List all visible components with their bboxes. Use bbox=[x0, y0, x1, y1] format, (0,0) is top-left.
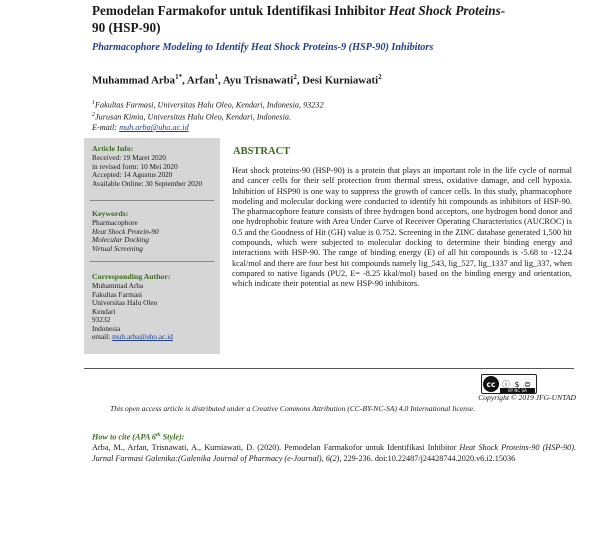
contact-email bbox=[92, 122, 572, 133]
keyword-item: Heat Shock Protein-90 bbox=[92, 226, 159, 236]
cc-icon: cc bbox=[483, 376, 499, 392]
citation-text bbox=[92, 443, 576, 464]
citation-title: Pemodelan Farmakofor untuk Identifikasi Inhibitor bbox=[284, 443, 460, 452]
affiliation-sup: 1 bbox=[92, 100, 95, 106]
email-label: E-mail: bbox=[92, 123, 120, 132]
corresponding-line: Muhammad Arba bbox=[92, 281, 144, 290]
available-date: Available Online: 30 September 2020 bbox=[92, 178, 203, 188]
title-line2: 90 (HSP-90) bbox=[92, 20, 161, 35]
citation-doi[interactable]: doi:10.22487/j24428744.2020.v6.i2.15036 bbox=[374, 453, 516, 463]
affiliation-text: Jurusan Kimia, Universitas Halu Oleo, Kendari, Indonesia. bbox=[95, 112, 292, 122]
revised-date: in revised form: 10 Mei 2020 bbox=[92, 161, 178, 171]
corresponding-line: Indonesia bbox=[92, 323, 121, 333]
footer-divider bbox=[84, 368, 574, 369]
author-sup: 1 bbox=[214, 73, 218, 81]
email-link[interactable]: muh.arba@uho.ac.id bbox=[119, 123, 189, 132]
author-name: Ayu Trisnawati bbox=[222, 74, 294, 87]
affiliation-text: Fakultas Farmasi, Universitas Halu Oleo, Kendari, Indonesia, 93232 bbox=[95, 100, 324, 110]
citation-pages: 229-236. bbox=[341, 453, 373, 463]
author-list: Muhammad Arba$^{1*}$, Arfan$^1$, Ayu Trisnawati$^2$, Desi Kurniawati$^2$ bbox=[92, 73, 382, 87]
article-title bbox=[92, 2, 592, 36]
article-subtitle: Pharmacophore Modeling to Identify Heat Shock Proteins-9 (HSP-90) Inhibitors bbox=[92, 42, 434, 53]
license-strip: BY NC SA bbox=[500, 388, 535, 393]
abstract-heading: ABSTRACT bbox=[233, 146, 291, 157]
abstract-text: Heat shock proteins-90 (HSP-90) is a protein that plays an important role in the life cycle of normal and cancer cells for their self protection from thermal stress, oxidative damage, and cell hypoxia. Inhibition of HSP90 is one way to suppress the growth of cancer cells. In this study, pharmacophore modeling and molecular docking were conducted to identify hit compounds as inhibitors of HSP-90. The pharmacophore feature consists of three hydrogen bond acceptors, one hydrogen bond donor and one hydrophobic feature with Area Under Curve of Receiver Operating Characteristics (AUCROC) is 0.5 and the Goodness of Hit (GH) value is 0.752. Screening in the ZINC database generated 1,500 hit compounds, which were subjected to molecular docking to determine their binding energy and interactions with HSP-90. The range of binding energy (E) of all hit compounds is -5.68 to -12.24 kcal/mol and there are four best hit compounds namely lig_543, lig_527, lig_1337 and lig_337, when compared to native ligands (PU2, E= -8.25 kkal/mol) based on the binding energy and orientation, which indicate their potential as new HSP-90 inhibitors. bbox=[232, 166, 572, 289]
article-dates bbox=[92, 154, 216, 188]
corresponding-line: 93232 bbox=[92, 315, 111, 324]
citation-heading-end: Style): bbox=[160, 432, 185, 442]
corresponding-email-link[interactable]: muh.arba@uho.ac.id bbox=[112, 332, 173, 341]
corresponding-line: Universitas Halu Oleo bbox=[92, 298, 158, 307]
by-nc-sa-icon: ⓘ $ ⊜ bbox=[502, 379, 532, 389]
corresponding-heading: Corresponding Author: bbox=[92, 272, 171, 281]
received-date: Received: 19 Maret 2020 bbox=[92, 153, 166, 162]
author-sup: 2 bbox=[378, 73, 382, 81]
author-name: Desi Kurniawati bbox=[302, 74, 379, 87]
keyword-item: Pharmacophore bbox=[92, 218, 138, 227]
affiliation-sup: 2 bbox=[92, 112, 95, 118]
keyword-item: Molecular Docking bbox=[92, 235, 149, 244]
author-name: Arfan bbox=[186, 74, 215, 87]
license-notice: This open access article is distributed under a Creative Commons Attribution (CC-BY-NC-SA) 4.0 International license. bbox=[110, 404, 476, 413]
keywords-heading: Keywords: bbox=[92, 209, 129, 218]
info-divider bbox=[90, 200, 214, 201]
keywords-divider bbox=[90, 261, 214, 262]
author-sup: 2 bbox=[293, 73, 297, 81]
article-info-heading: Article Info: bbox=[92, 144, 134, 153]
author-name: Muhammad Arba bbox=[92, 74, 176, 87]
corresponding-email-label: email: bbox=[92, 332, 113, 341]
corresponding-line: Fakultas Farmasi bbox=[92, 289, 143, 299]
corresponding-email-row bbox=[92, 333, 216, 342]
citation-heading-sup: th bbox=[155, 432, 161, 438]
citation-heading bbox=[92, 432, 184, 442]
citation-heading-text: How to cite (APA 6 bbox=[92, 432, 156, 442]
author-sup: 1* bbox=[175, 73, 183, 81]
keyword-item: Virtual Screening bbox=[92, 243, 143, 253]
citation-authors: Arba, M., Arfan, Trisnawati, A., Kurniawati, D. (2020). bbox=[92, 443, 285, 452]
affiliation-1 bbox=[92, 98, 572, 111]
article-info-box bbox=[84, 138, 220, 354]
title-part1: Pemodelan Farmakofor untuk Identifikasi Inhibitor bbox=[92, 3, 389, 18]
citation-title-italic: Heat Shock Proteins-90 (HSP-90). Jurnal Farmasi Galenika:(Galenika Journal of Pharmacy (e-Journal), 6(2), bbox=[92, 443, 576, 463]
corresponding-details bbox=[92, 282, 216, 342]
cc-license-badge[interactable] bbox=[481, 374, 537, 394]
title-italic: Heat Shock Proteins- bbox=[388, 3, 506, 18]
affiliation-2 bbox=[92, 110, 572, 123]
copyright-notice: Copyright © 2019 JFG-UNTAD bbox=[478, 393, 576, 402]
corresponding-line: Kendari bbox=[92, 306, 116, 316]
accepted-date: Accepted: 14 Agustus 2020 bbox=[92, 170, 173, 179]
keyword-list bbox=[92, 219, 216, 253]
